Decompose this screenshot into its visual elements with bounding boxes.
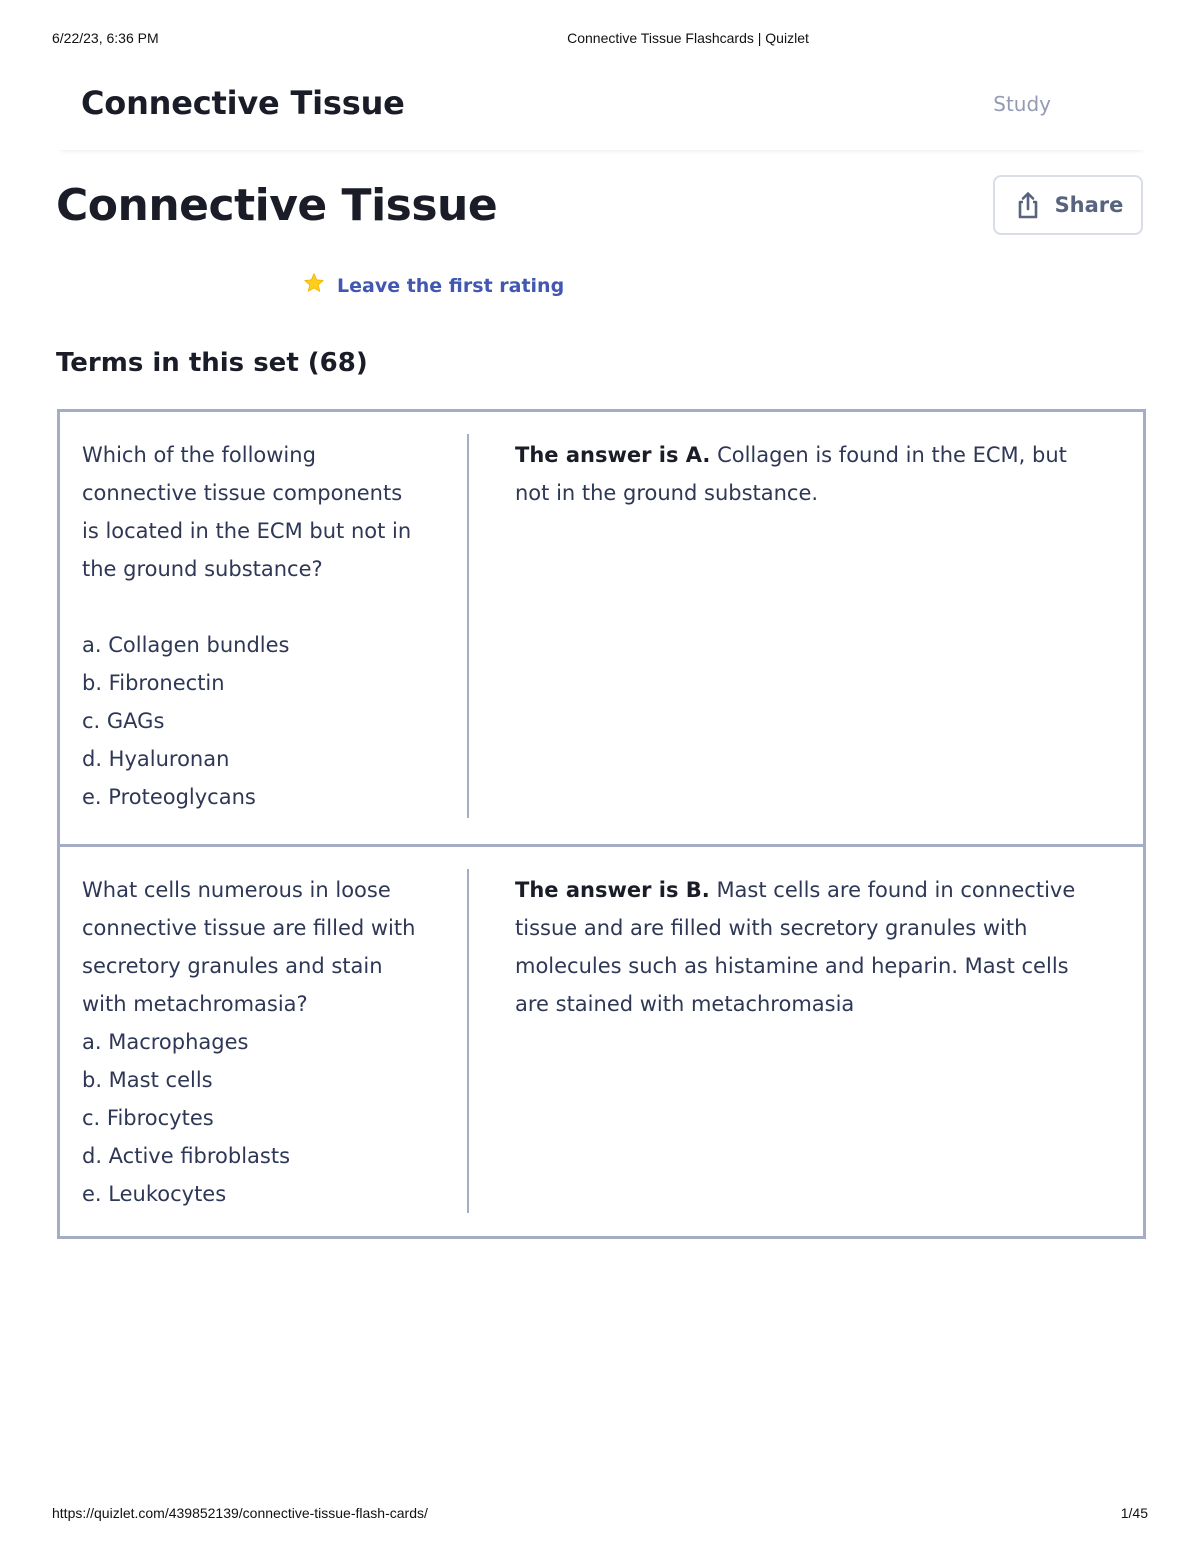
answer-option: c. GAGs [82,709,165,733]
term-line: the ground substance? [82,557,323,581]
answer-option: a. Collagen bundles [82,633,290,657]
answer-option: c. Fibrocytes [82,1106,214,1130]
answer-option: b. Mast cells [82,1068,213,1092]
term-line: connective tissue components [82,481,403,505]
term-line: secretory granules and stain [82,954,383,978]
answer-lead: The answer is A. [515,443,711,467]
answer-body: Mast cells are found in connective tissue and are filled with secretory granules with molecules such as histamine and heparin. Mast cells are stained with metachromasia [515,878,1076,1016]
print-page-number: 1/45 [1120,1505,1148,1521]
term-line: is located in the ECM but not in [82,519,412,543]
definition-text [515,871,1085,1023]
answer-option: d. Active fibroblasts [82,1144,291,1168]
print-page-title: Connective Tissue Flashcards | Quizlet [567,30,809,46]
terms-heading: Terms in this set (68) [56,348,368,378]
rating-label: Leave the first rating [337,274,565,297]
share-label: Share [1054,193,1124,217]
header-set-title: Connective Tissue [81,84,405,122]
answer-option: e. Proteoglycans [82,785,256,809]
term-card [60,844,1143,1236]
terms-list [57,409,1146,1239]
card-divider [467,434,469,818]
term-line: What cells numerous in loose [82,878,391,902]
study-button[interactable]: Study [993,92,1051,116]
print-header [0,30,1200,50]
answer-option: d. Hyaluronan [82,747,230,771]
answer-body: Collagen is found in the ECM, but not in the ground substance. [515,443,1067,505]
term-line: connective tissue are filled with [82,916,416,940]
term-card [60,412,1143,844]
answer-option: b. Fibronectin [82,671,225,695]
star-icon [303,272,325,299]
page-title: Connective Tissue [56,180,498,231]
share-button[interactable] [993,175,1143,235]
answer-option: e. Leukocytes [82,1182,227,1206]
answer-option: a. Macrophages [82,1030,249,1054]
answer-lead: The answer is B. [515,878,710,902]
term-line: with metachromasia? [82,992,308,1016]
print-datetime: 6/22/23, 6:36 PM [52,30,159,46]
definition-text [515,436,1085,512]
term-text [82,436,437,816]
print-footer [0,1505,1200,1525]
term-line: Which of the following [82,443,316,467]
print-url: https://quizlet.com/439852139/connective-tissue-flash-cards/ [52,1505,428,1521]
sticky-header [57,72,1146,150]
term-text [82,871,437,1213]
card-divider [467,869,469,1213]
share-icon [1013,190,1043,220]
rating-link[interactable] [303,272,564,299]
